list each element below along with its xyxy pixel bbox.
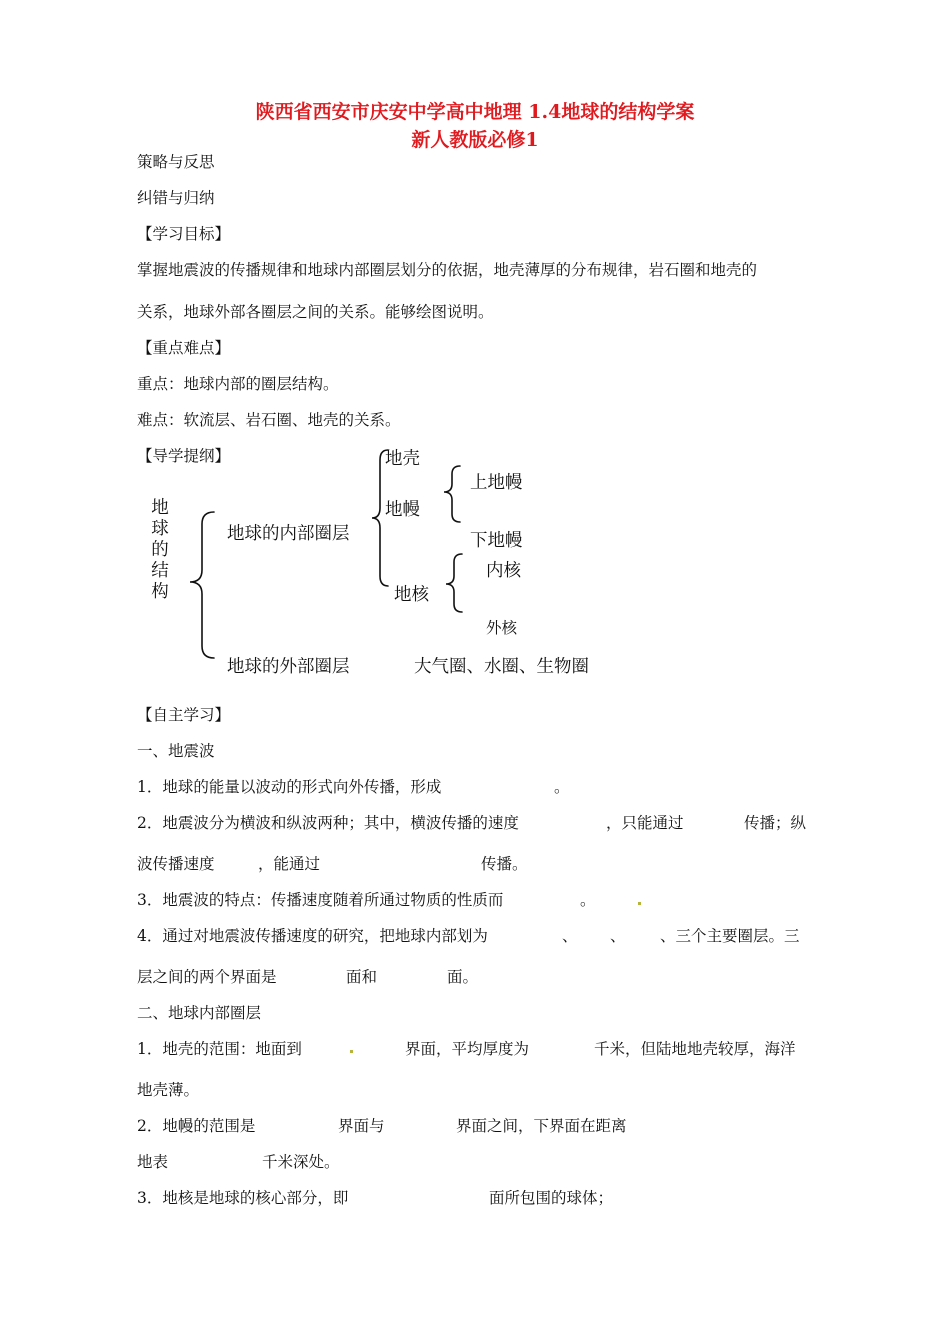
stray-dot-mark <box>350 1050 353 1053</box>
section1-heading: 一、地震波 <box>137 742 215 760</box>
s1-q1-text: 1．地球的能量以波动的形式向外传播，形成 <box>137 778 442 796</box>
s2-q3-text: 3．地核是地球的核心部分，即 <box>137 1189 349 1207</box>
diagram-core: 地核 <box>394 585 429 605</box>
s1-q3-text: 3．地震波的特点：传播速度随着所通过物质的性质而 <box>137 891 504 909</box>
brace-root <box>190 512 214 658</box>
s1-q2-text: 2．地震波分为横波和纵波两种；其中，横波传播的速度 <box>137 814 519 832</box>
section2-heading: 二、地球内部圈层 <box>137 1004 262 1022</box>
heading-self-study: 【自主学习】 <box>137 706 231 724</box>
s1-q2-part-b: ，只能通过 <box>606 814 684 832</box>
s2-q2-part-d: 地表 <box>137 1153 169 1171</box>
s1-q3-end: 。 <box>580 891 596 909</box>
s1-q2-part-c: 传播；纵 <box>744 814 807 832</box>
s1-q4-part-d: 、三个主要圈层。三 <box>660 927 800 945</box>
s2-q3-part-b: 面所包围的球体； <box>489 1189 614 1207</box>
diagram-root-label: 地球的结构 <box>151 498 169 602</box>
heading-correction: 纠错与归纳 <box>137 189 215 207</box>
diagram-mantle: 地幔 <box>385 500 420 520</box>
goals-line1: 掌握地震波的传播规律和地球内部圈层划分的依据，地壳薄厚的分布规律，岩石圈和地壳的 <box>137 261 758 279</box>
s2-q2-part-c: 界面之间，下界面在距离 <box>456 1117 627 1135</box>
s2-q2-part-e: 千米深处。 <box>262 1153 340 1171</box>
s2-q2-part-b: 界面与 <box>338 1117 385 1135</box>
s2-q1-part-c: 千米，但陆地地壳较厚，海洋 <box>594 1040 796 1058</box>
difficult-point: 难点：软流层、岩石圈、地壳的关系。 <box>137 411 401 429</box>
diagram-inner-core: 内核 <box>486 561 521 581</box>
s1-q4-part-f: 面和 <box>346 968 378 986</box>
diagram-internal: 地球的内部圈层 <box>227 524 350 544</box>
s2-q1-part-d: 地壳薄。 <box>137 1081 200 1099</box>
brace-core <box>446 554 462 612</box>
goals-line2: 关系，地球外部各圈层之间的关系。能够绘图说明。 <box>137 303 494 321</box>
doc-title-line2: 新人教版必修1 <box>411 129 539 151</box>
heading-outline: 【导学提纲】 <box>137 447 231 465</box>
s2-q2-text: 2．地幔的范围是 <box>137 1117 256 1135</box>
s1-q1-end: 。 <box>554 778 570 796</box>
s1-q2-part-e: ，能通过 <box>258 855 321 873</box>
diagram-crust: 地壳 <box>385 449 420 469</box>
diagram-outer-core: 外核 <box>486 619 518 637</box>
s2-q1-part-b: 界面，平均厚度为 <box>405 1040 530 1058</box>
stray-dot-mark <box>638 902 641 905</box>
s1-q2-part-f: 传播。 <box>481 855 528 873</box>
s1-q4-part-e: 层之间的两个界面是 <box>137 968 277 986</box>
s1-q4-text: 4．通过对地震波传播速度的研究，把地球内部划为 <box>137 927 488 945</box>
diagram-lower-mantle: 下地幔 <box>470 531 523 551</box>
s1-q4-sep2: 、 <box>610 927 626 945</box>
key-point: 重点：地球内部的圈层结构。 <box>137 375 339 393</box>
s2-q1-text: 1．地壳的范围：地面到 <box>137 1040 302 1058</box>
diagram-external: 地球的外部圈层 <box>227 657 350 677</box>
s1-q4-part-g: 面。 <box>447 968 479 986</box>
doc-title-line1: 陕西省西安市庆安中学高中地理 1.4地球的结构学案 <box>255 101 695 123</box>
brace-mantle <box>444 466 460 522</box>
heading-goals: 【学习目标】 <box>137 225 231 243</box>
s1-q4-sep1: 、 <box>562 927 578 945</box>
heading-key-points: 【重点难点】 <box>137 339 231 357</box>
diagram-upper-mantle: 上地幔 <box>470 473 523 493</box>
s1-q2-part-d: 波传播速度 <box>137 855 215 873</box>
heading-strategy: 策略与反思 <box>137 153 215 171</box>
diagram-external-items: 大气圈、水圈、生物圈 <box>414 657 589 677</box>
